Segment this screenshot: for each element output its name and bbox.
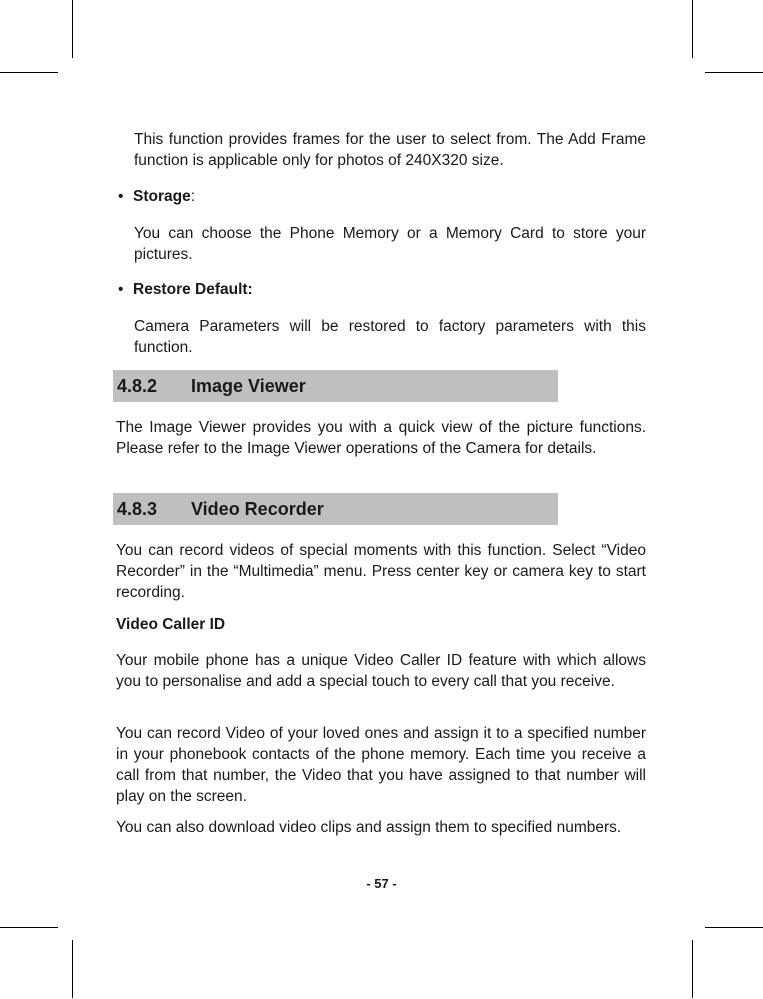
section-title: Video Recorder (191, 499, 324, 519)
bullet-glyph: • (118, 188, 124, 205)
bullet-restore-default (118, 279, 253, 300)
bullet-storage (118, 186, 195, 207)
add-frame-description: This function provides frames for the user to select from. The Add Frame function is applicable only for photos of 240X320 size. (134, 131, 646, 169)
crop-mark-bottom-left-vertical (72, 940, 73, 998)
crop-mark-bottom-left-horizontal (0, 927, 58, 928)
bullet-glyph: • (118, 281, 124, 298)
bullet-restore-default-label: Restore Default: (133, 281, 253, 298)
crop-mark-top-right-vertical (692, 0, 693, 58)
bullet-storage-label: Storage (133, 188, 191, 205)
section-heading-video-recorder (113, 493, 558, 525)
image-viewer-description: The Image Viewer provides you with a quick view of the picture functions. Please refer to the Image Viewer operations of the Camera for details. (116, 419, 646, 457)
crop-mark-bottom-right-horizontal (705, 927, 763, 928)
bullet-storage-suffix: : (190, 188, 196, 205)
video-caller-id-paragraph: You can record Video of your loved ones and assign it to a specified number in your phonebook contacts of the phone memory. Each time you receive a call from that number, the Video that you have assigned to that number will play on the screen. (116, 725, 646, 805)
video-caller-id-paragraph: You can also download video clips and assign them to specified numbers. (116, 819, 622, 836)
video-caller-id-paragraph: Your mobile phone has a unique Video Caller ID feature with which allows you to personalise and add a special touch to every call that you receive. (116, 652, 646, 690)
video-caller-id-heading: Video Caller ID (116, 616, 226, 633)
section-heading-image-viewer (113, 370, 558, 402)
crop-mark-top-left-horizontal (0, 72, 58, 73)
restore-default-description: Camera Parameters will be restored to factory parameters with this function. (134, 318, 646, 356)
section-title: Image Viewer (191, 376, 306, 396)
section-number: 4.8.2 (117, 376, 158, 396)
page-number: - 57 - (366, 876, 397, 891)
crop-mark-top-right-horizontal (705, 72, 763, 73)
video-recorder-description: You can record videos of special moments with this function. Select “Video Recorder” in the “Multimedia” menu. Press center key or camera key to start recording. (116, 542, 646, 601)
storage-description: You can choose the Phone Memory or a Memory Card to store your pictures. (134, 225, 646, 263)
section-number: 4.8.3 (117, 499, 158, 519)
crop-mark-top-left-vertical (72, 0, 73, 58)
crop-mark-bottom-right-vertical (692, 940, 693, 998)
